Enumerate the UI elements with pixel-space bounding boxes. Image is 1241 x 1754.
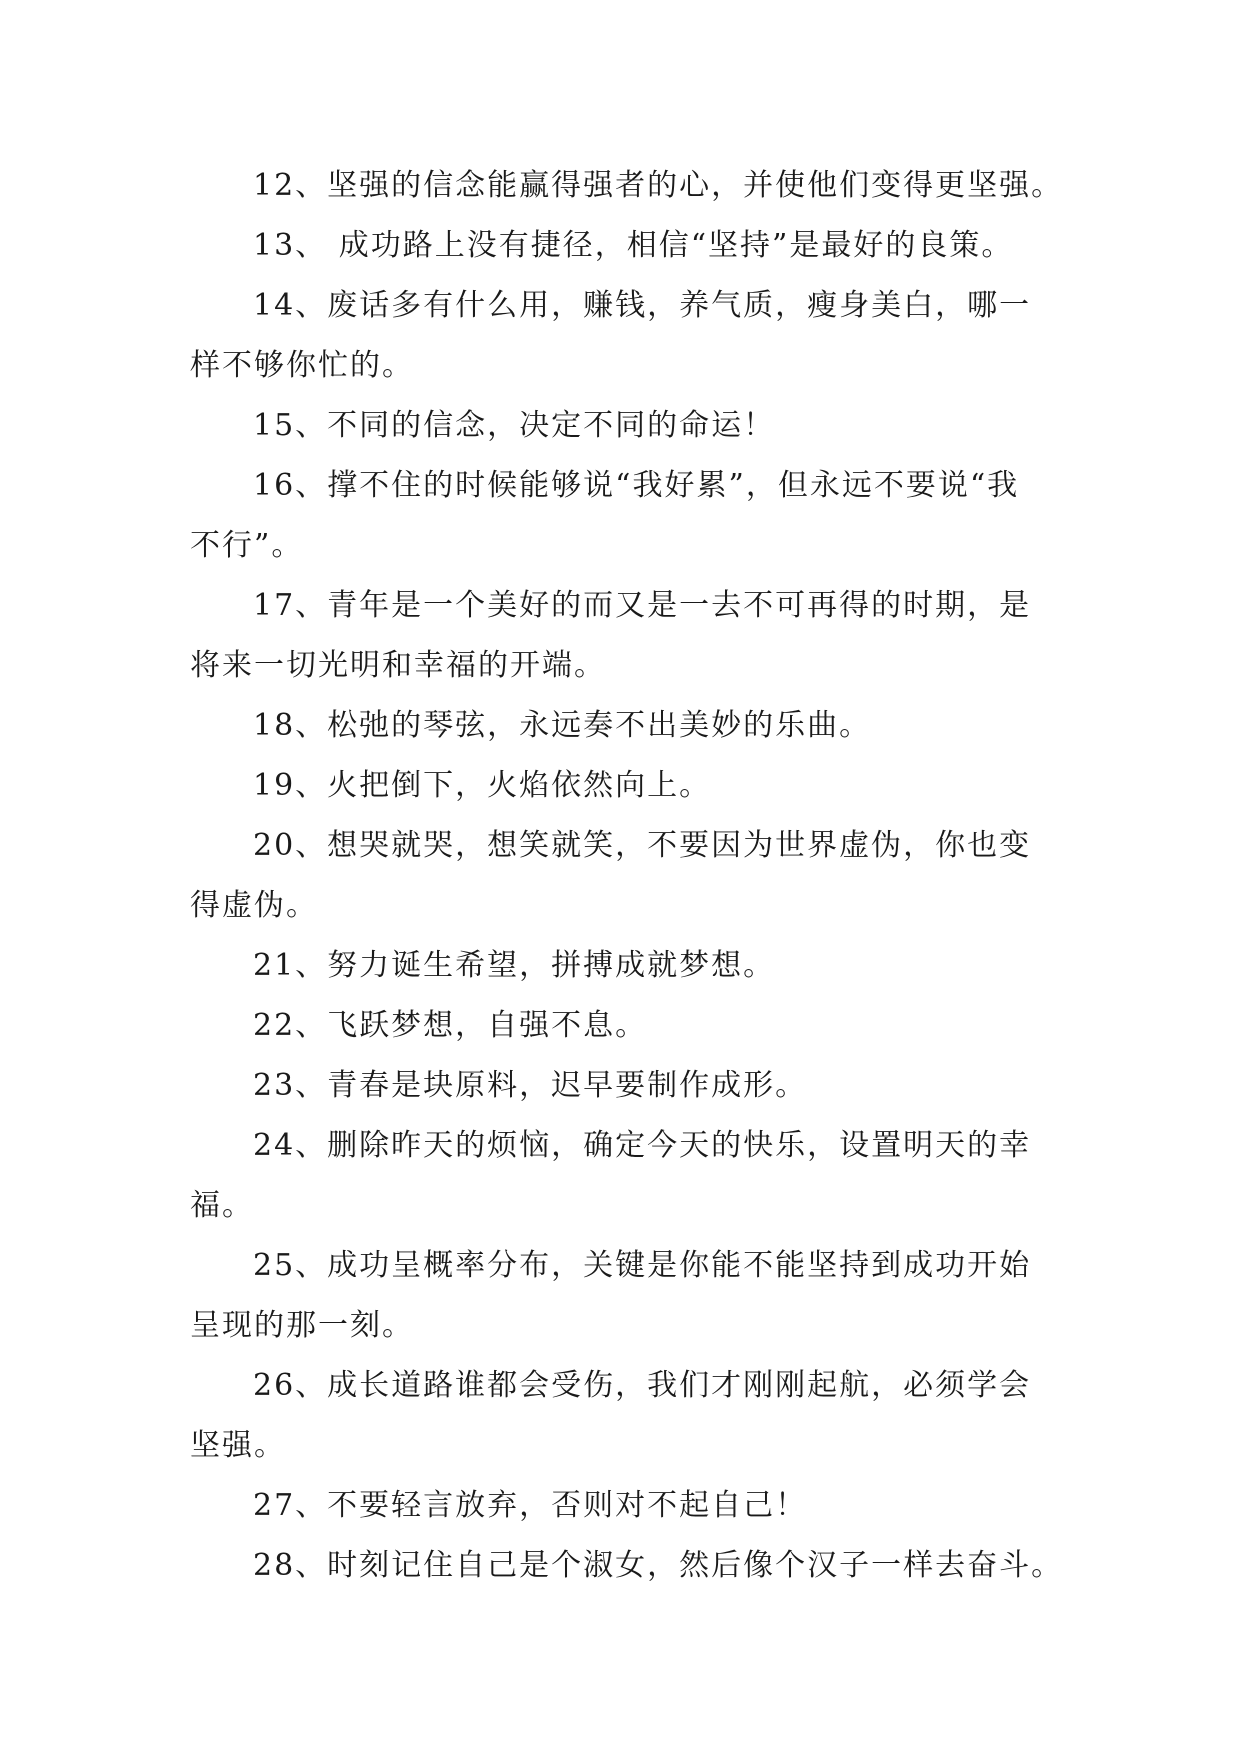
text-line: 13、 成功路上没有捷径，相信“坚持”是最好的良策。 bbox=[253, 228, 1014, 263]
text-line: 福。 bbox=[190, 1188, 254, 1223]
text-line: 21、努力诞生希望，拼搏成就梦想。 bbox=[253, 948, 776, 983]
text-line: 20、想哭就哭，想笑就笑，不要因为世界虚伪，你也变 bbox=[253, 828, 1032, 863]
text-line: 15、不同的信念，决定不同的命运！ bbox=[253, 408, 776, 443]
text-line: 16、撑不住的时候能够说“我好累”，但永远不要说“我 bbox=[253, 468, 1020, 503]
text-line: 22、飞跃梦想，自强不息。 bbox=[253, 1008, 648, 1043]
text-line: 得虚伪。 bbox=[190, 888, 318, 923]
text-line: 14、废话多有什么用，赚钱，养气质，瘦身美白，哪一 bbox=[253, 288, 1032, 323]
text-line: 12、坚强的信念能赢得强者的心，并使他们变得更坚强。 bbox=[253, 168, 1064, 203]
text-line: 样不够你忙的。 bbox=[190, 348, 414, 383]
text-line: 将来一切光明和幸福的开端。 bbox=[190, 648, 606, 683]
text-line: 18、松弛的琴弦，永远奏不出美妙的乐曲。 bbox=[253, 708, 872, 743]
text-line: 坚强。 bbox=[190, 1428, 286, 1463]
text-line: 24、删除昨天的烦恼，确定今天的快乐，设置明天的幸 bbox=[253, 1128, 1032, 1163]
text-line: 25、成功呈概率分布，关键是你能不能坚持到成功开始 bbox=[253, 1248, 1032, 1283]
text-line: 19、火把倒下，火焰依然向上。 bbox=[253, 768, 712, 803]
text-line: 不行”。 bbox=[190, 528, 304, 563]
text-line: 26、成长道路谁都会受伤，我们才刚刚起航，必须学会 bbox=[253, 1368, 1032, 1403]
text-line: 23、青春是块原料，迟早要制作成形。 bbox=[253, 1068, 808, 1103]
text-line: 17、青年是一个美好的而又是一去不可再得的时期，是 bbox=[253, 588, 1032, 623]
text-line: 27、不要轻言放弃，否则对不起自己！ bbox=[253, 1488, 808, 1523]
text-line: 呈现的那一刻。 bbox=[190, 1308, 414, 1343]
text-line: 28、时刻记住自己是个淑女，然后像个汉子一样去奋斗。 bbox=[253, 1548, 1064, 1583]
